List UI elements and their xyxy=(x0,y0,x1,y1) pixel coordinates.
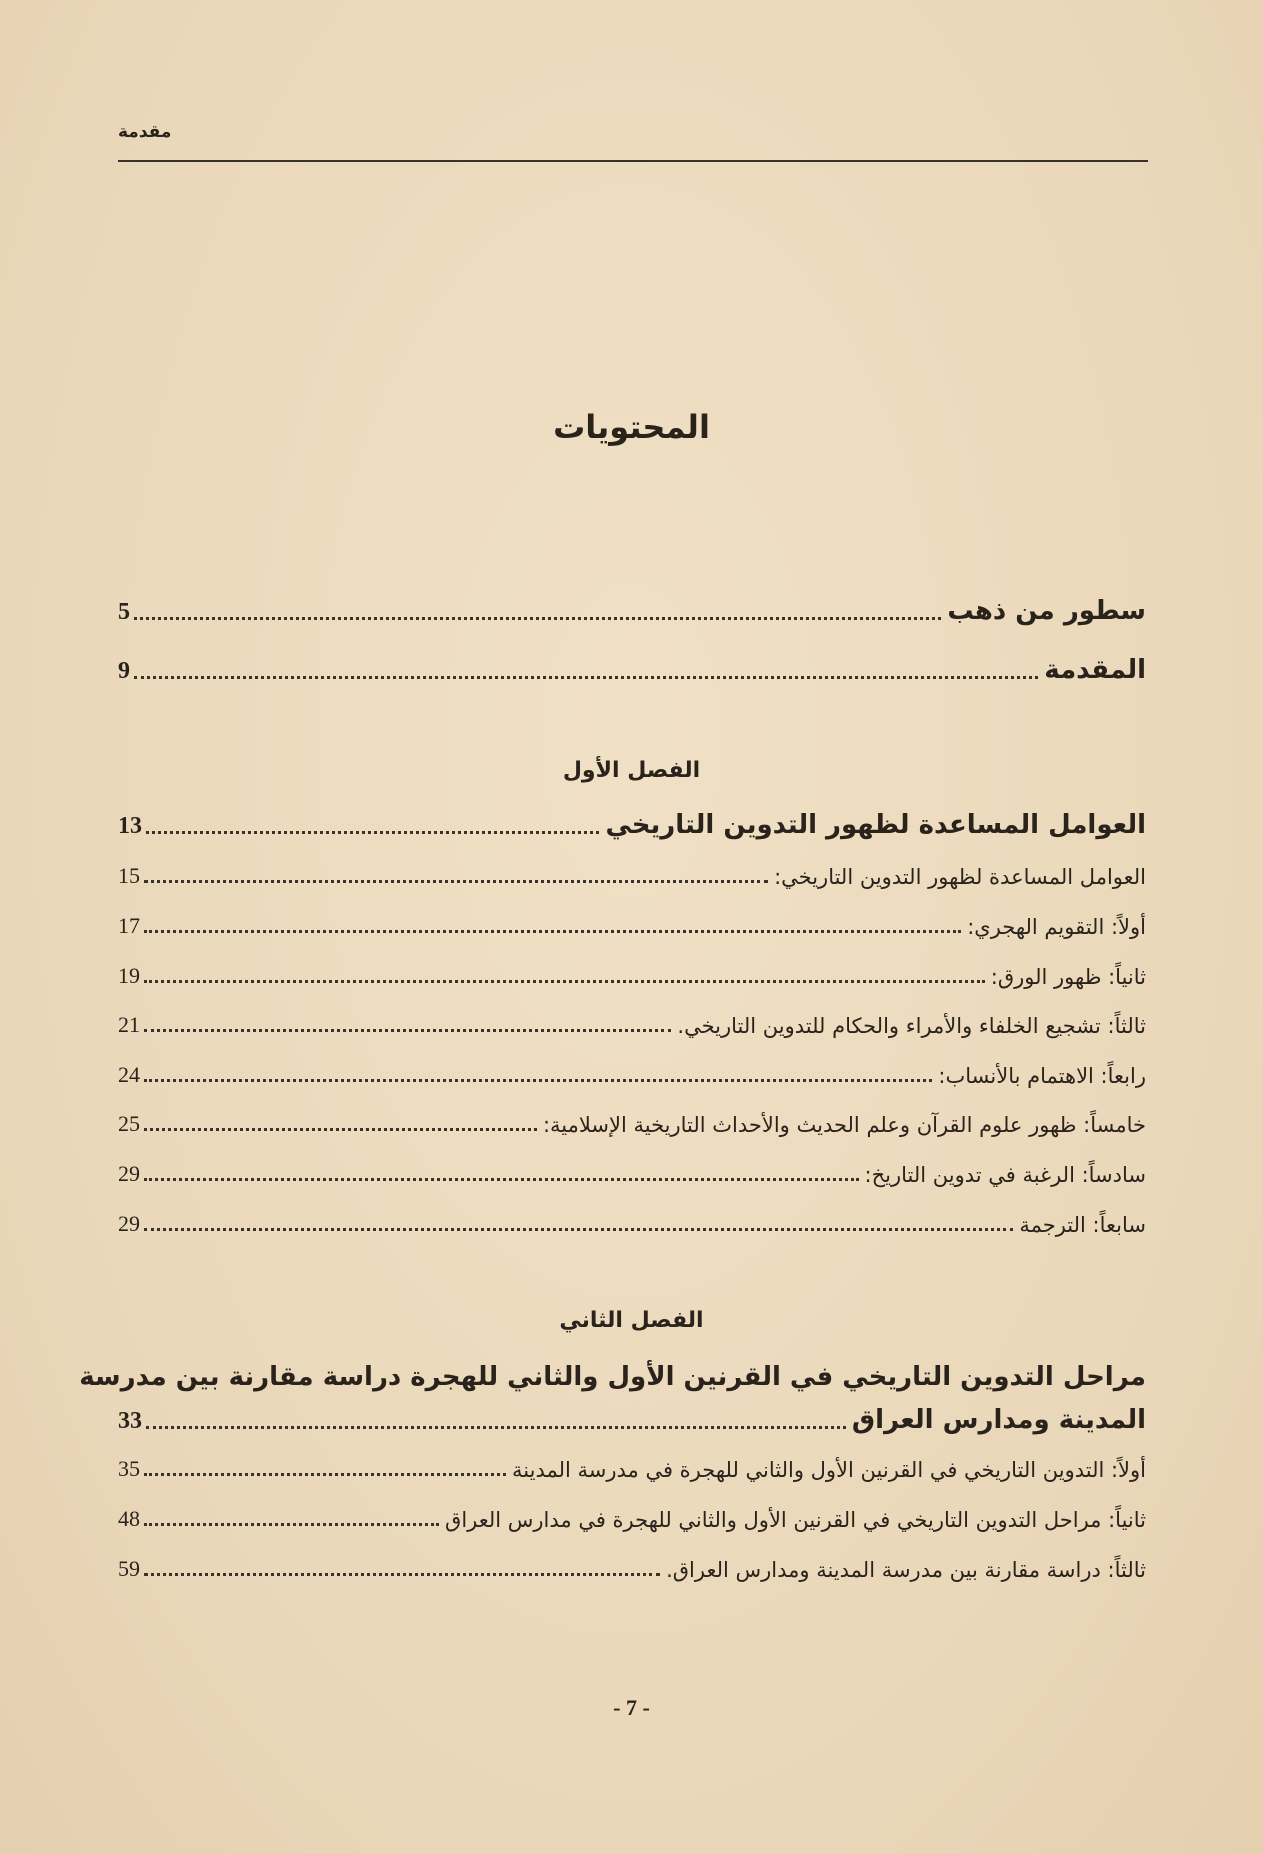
page-number: - 7 - xyxy=(613,1695,650,1720)
toc-entry xyxy=(118,863,1146,889)
toc-entry xyxy=(118,1506,1146,1532)
entry-title: سطور من ذهب xyxy=(947,596,1146,626)
entry-page: 9 xyxy=(118,658,130,684)
toc-entry xyxy=(118,913,1146,939)
chapter-heading: الفصل الأول xyxy=(562,758,701,783)
entry-page: 35 xyxy=(118,1456,140,1481)
page-title: المحتويات xyxy=(553,408,710,446)
toc-entry xyxy=(118,1111,1146,1137)
dot-leader xyxy=(144,1573,660,1576)
dot-leader xyxy=(144,1228,1013,1231)
chapter-heading: الفصل الثاني xyxy=(559,1308,704,1333)
entry-title: ثانياً: مراحل التدوين التاريخي في القرنين الأول والثاني للهجرة في مدارس العراق xyxy=(445,1508,1146,1532)
entry-title: العوامل المساعدة لظهور التدوين التاريخي: xyxy=(774,865,1146,889)
entry-page: 59 xyxy=(118,1556,140,1581)
entry-title: العوامل المساعدة لظهور التدوين التاريخي xyxy=(605,810,1146,840)
dot-leader xyxy=(144,930,961,933)
entry-page: 24 xyxy=(118,1062,140,1087)
dot-leader xyxy=(144,1178,859,1181)
entry-title: رابعاً: الاهتمام بالأنساب: xyxy=(938,1064,1146,1088)
running-head: مقدمة xyxy=(118,122,172,142)
toc-entry xyxy=(118,1062,1146,1088)
entry-page: 5 xyxy=(118,599,130,625)
entry-title: المقدمة xyxy=(1044,655,1146,685)
dot-leader xyxy=(144,1079,932,1082)
toc-entry xyxy=(118,1456,1146,1482)
entry-title: سابعاً: الترجمة xyxy=(1019,1213,1146,1237)
dot-leader xyxy=(144,1128,537,1131)
entry-title-line2: المدينة ومدارس العراق xyxy=(851,1405,1146,1435)
entry-title: سادساً: الرغبة في تدوين التاريخ: xyxy=(864,1163,1146,1187)
header-rule xyxy=(118,160,1148,162)
entry-title-line1: مراحل التدوين التاريخي في القرنين الأول والثاني للهجرة دراسة مقارنة بين مدرسة xyxy=(79,1362,1146,1392)
entry-page: 21 xyxy=(118,1012,140,1037)
entry-title: ثالثاً: دراسة مقارنة بين مدرسة المدينة ومدارس العراق. xyxy=(666,1558,1146,1582)
entry-title: ثانياً: ظهور الورق: xyxy=(990,965,1146,989)
entry-page: 48 xyxy=(118,1506,140,1531)
dot-leader xyxy=(146,1426,846,1429)
entry-title: ثالثاً: تشجيع الخلفاء والأمراء والحكام للتدوين التاريخي. xyxy=(677,1014,1146,1038)
dot-leader xyxy=(146,831,599,834)
toc-entry xyxy=(118,810,1146,840)
toc-entry xyxy=(118,1161,1146,1187)
dot-leader xyxy=(144,1029,671,1032)
toc-entry xyxy=(118,1405,1146,1435)
entry-title: خامساً: ظهور علوم القرآن وعلم الحديث والأحداث التاريخية الإسلامية: xyxy=(542,1113,1146,1137)
entry-page: 19 xyxy=(118,963,140,988)
entry-title: أولاً: التقويم الهجري: xyxy=(967,915,1146,939)
entry-page: 33 xyxy=(118,1408,142,1434)
toc-entry xyxy=(118,596,1146,626)
entry-page: 25 xyxy=(118,1111,140,1136)
dot-leader xyxy=(144,1473,506,1476)
entry-page: 15 xyxy=(118,863,140,888)
toc-entry xyxy=(118,1012,1146,1038)
entry-page: 29 xyxy=(118,1161,140,1186)
dot-leader xyxy=(144,980,985,983)
dot-leader xyxy=(144,880,768,883)
entry-page: 17 xyxy=(118,913,140,938)
dot-leader xyxy=(134,617,941,620)
toc-entry xyxy=(118,1556,1146,1582)
entry-page: 29 xyxy=(118,1211,140,1236)
dot-leader xyxy=(144,1523,439,1526)
entry-page: 13 xyxy=(118,813,142,839)
toc-entry xyxy=(118,1211,1146,1237)
entry-title: أولاً: التدوين التاريخي في القرنين الأول والثاني للهجرة في مدرسة المدينة xyxy=(512,1458,1146,1482)
toc-entry xyxy=(118,963,1146,989)
dot-leader xyxy=(134,676,1038,679)
toc-entry xyxy=(118,655,1146,685)
